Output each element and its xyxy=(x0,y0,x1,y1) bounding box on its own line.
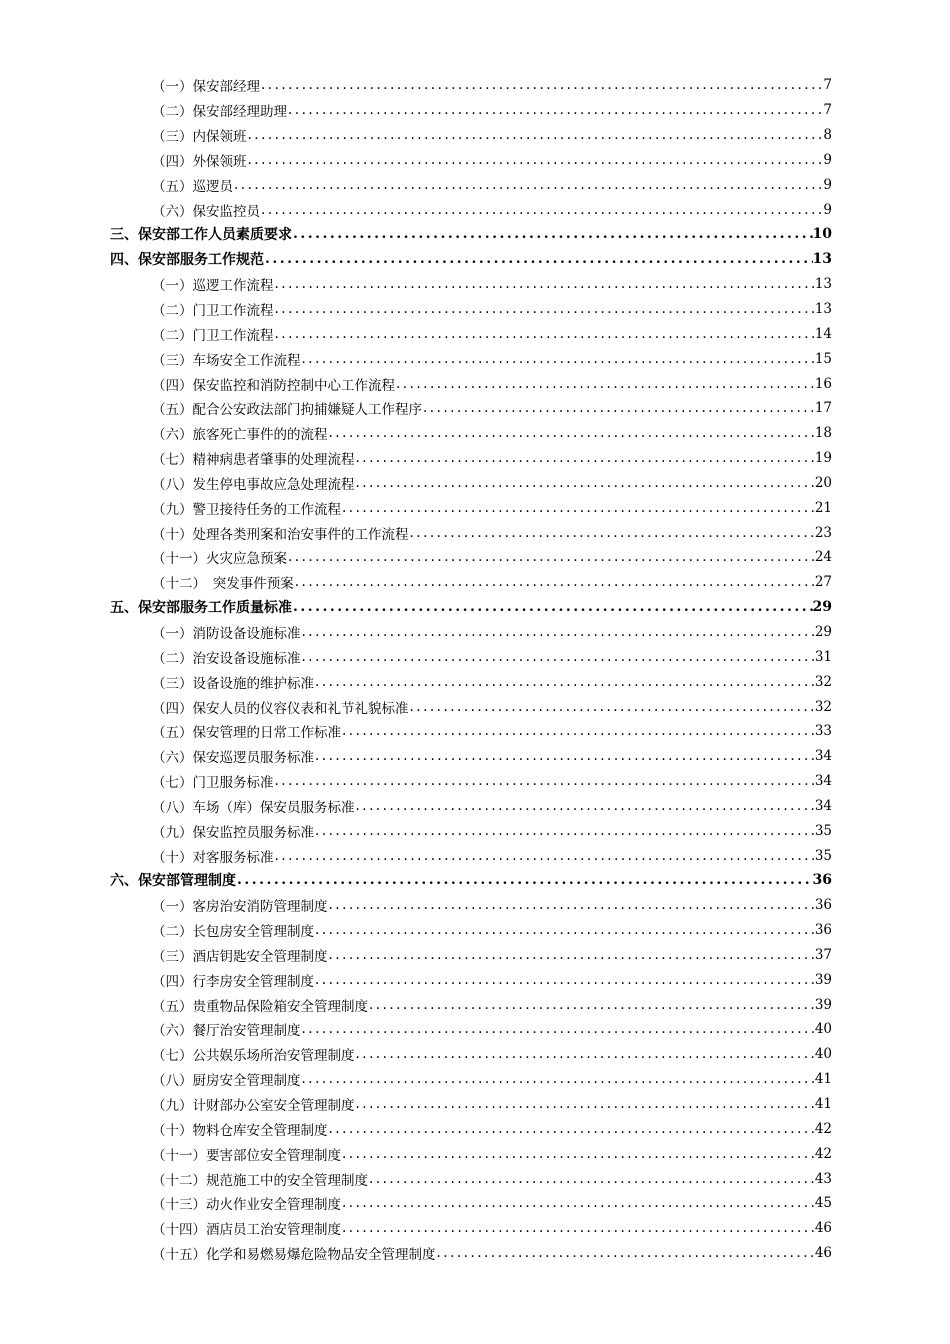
toc-subsection-entry[interactable] xyxy=(110,1166,832,1191)
toc-entry-title: （八）厨房安全管理制度 xyxy=(152,1073,301,1090)
toc-page-number: 16 xyxy=(814,375,832,392)
toc-entry-title: （七）门卫服务标准 xyxy=(152,775,274,792)
dot-leader xyxy=(355,798,815,814)
toc-entry-title: （二）长包房安全管理制度 xyxy=(152,924,314,941)
toc-entry-title: （十二） 突发事件预案 xyxy=(152,576,294,593)
toc-page-number: 17 xyxy=(814,400,832,417)
dot-leader xyxy=(395,376,815,392)
toc-page-number: 36 xyxy=(812,872,832,889)
dot-leader xyxy=(341,1195,815,1211)
toc-subsection-entry[interactable] xyxy=(110,1017,832,1042)
toc-subsection-entry[interactable] xyxy=(110,1241,832,1266)
toc-page-number: 31 xyxy=(814,648,832,665)
toc-entry-title: （四）外保领班 xyxy=(152,153,247,170)
dot-leader xyxy=(328,1121,815,1137)
toc-subsection-entry[interactable] xyxy=(110,495,832,520)
dot-leader xyxy=(355,1046,815,1062)
toc-page-number: 9 xyxy=(823,176,832,193)
toc-subsection-entry[interactable] xyxy=(110,1116,832,1141)
toc-subsection-entry[interactable] xyxy=(110,148,832,173)
toc-subsection-entry[interactable] xyxy=(110,297,832,322)
toc-entry-title: 六、保安部管理制度 xyxy=(110,873,236,890)
dot-leader xyxy=(314,922,815,938)
dot-leader xyxy=(436,1245,815,1261)
toc-page-number: 40 xyxy=(814,1046,832,1063)
dot-leader xyxy=(355,1096,815,1112)
toc-subsection-entry[interactable] xyxy=(110,818,832,843)
toc-entry-title: （八）发生停电事故应急处理流程 xyxy=(152,476,355,493)
toc-page-number: 39 xyxy=(814,996,832,1013)
toc-entry-title: （一）保安部经理 xyxy=(152,79,260,96)
dot-leader xyxy=(301,1021,815,1037)
toc-page-number: 13 xyxy=(814,301,832,318)
dot-leader xyxy=(274,848,815,864)
dot-leader xyxy=(292,226,813,242)
toc-page-number: 9 xyxy=(823,201,832,218)
toc-entry-title: （四）保安监控和消防控制中心工作流程 xyxy=(152,377,395,394)
toc-entry-title: （十一）火灾应急预案 xyxy=(152,551,287,568)
toc-page-number: 27 xyxy=(814,574,832,591)
toc-subsection-entry[interactable] xyxy=(110,98,832,123)
toc-subsection-entry[interactable] xyxy=(110,520,832,545)
toc-subsection-entry[interactable] xyxy=(110,719,832,744)
toc-subsection-entry[interactable] xyxy=(110,396,832,421)
toc-page-number: 42 xyxy=(814,1145,832,1162)
toc-subsection-entry[interactable] xyxy=(110,421,832,446)
dot-leader xyxy=(301,624,815,640)
toc-page-number: 33 xyxy=(814,723,832,740)
toc-subsection-entry[interactable] xyxy=(110,73,832,98)
toc-entry-title: （六）保安巡逻员服务标准 xyxy=(152,750,314,767)
toc-entry-title: 四、保安部服务工作规范 xyxy=(110,252,264,269)
toc-subsection-entry[interactable] xyxy=(110,893,832,918)
toc-section-entry[interactable] xyxy=(110,222,832,247)
dot-leader xyxy=(355,475,815,491)
toc-entry-title: （十）物料仓库安全管理制度 xyxy=(152,1122,328,1139)
toc-subsection-entry[interactable] xyxy=(110,346,832,371)
toc-entry-title: （二）保安部经理助理 xyxy=(152,104,287,121)
dot-leader xyxy=(264,251,813,267)
toc-page-number: 32 xyxy=(814,698,832,715)
toc-subsection-entry[interactable] xyxy=(110,172,832,197)
toc-page-number: 32 xyxy=(814,673,832,690)
toc-entry-title: （一）客房治安消防管理制度 xyxy=(152,899,328,916)
toc-page-number: 46 xyxy=(814,1220,832,1237)
toc-entry-title: （六）旅客死亡事件的的流程 xyxy=(152,427,328,444)
dot-leader xyxy=(247,152,823,168)
toc-page-number: 35 xyxy=(814,847,832,864)
toc-entry-title: （三）酒店钥匙安全管理制度 xyxy=(152,948,328,965)
toc-entry-title: （十四）酒店员工治安管理制度 xyxy=(152,1222,341,1239)
toc-entry-title: （九）保安监控员服务标准 xyxy=(152,824,314,841)
toc-page-number: 41 xyxy=(814,1096,832,1113)
toc-subsection-entry[interactable] xyxy=(110,1191,832,1216)
toc-subsection-entry[interactable] xyxy=(110,943,832,968)
toc-entry-title: （四）行李房安全管理制度 xyxy=(152,973,314,990)
toc-entry-title: （四）保安人员的仪容仪表和礼节礼貌标准 xyxy=(152,700,409,717)
toc-entry-title: （十）对客服务标准 xyxy=(152,849,274,866)
dot-leader xyxy=(328,897,815,913)
toc-entry-title: 五、保安部服务工作质量标准 xyxy=(110,600,292,617)
toc-subsection-entry[interactable] xyxy=(110,446,832,471)
dot-leader xyxy=(328,947,815,963)
dot-leader xyxy=(368,1171,815,1187)
dot-leader xyxy=(314,748,815,764)
toc-section-entry[interactable] xyxy=(110,868,832,893)
toc-entry-title: （三）设备设施的维护标准 xyxy=(152,675,314,692)
toc-subsection-entry[interactable] xyxy=(110,321,832,346)
dot-leader xyxy=(409,699,815,715)
dot-leader xyxy=(287,102,822,118)
toc-subsection-entry[interactable] xyxy=(110,272,832,297)
toc-subsection-entry[interactable] xyxy=(110,992,832,1017)
toc-page-number: 42 xyxy=(814,1120,832,1137)
toc-entry-title: （五）贵重物品保险箱安全管理制度 xyxy=(152,998,368,1015)
toc-entry-title: （七）公共娱乐场所治安管理制度 xyxy=(152,1048,355,1065)
dot-leader xyxy=(314,674,815,690)
toc-page-number: 21 xyxy=(814,499,832,516)
toc-page-number: 9 xyxy=(823,151,832,168)
toc-page-number: 45 xyxy=(814,1195,832,1212)
toc-entry-title: （一）巡逻工作流程 xyxy=(152,278,274,295)
toc-subsection-entry[interactable] xyxy=(110,793,832,818)
dot-leader xyxy=(274,326,815,342)
toc-subsection-entry[interactable] xyxy=(110,1092,832,1117)
toc-entry-title: （三）车场安全工作流程 xyxy=(152,352,301,369)
toc-page-number: 13 xyxy=(812,251,832,268)
toc-page-number: 34 xyxy=(814,748,832,765)
toc-page-number: 35 xyxy=(814,822,832,839)
dot-leader xyxy=(233,177,822,193)
toc-page-number: 23 xyxy=(814,524,832,541)
toc-subsection-entry[interactable] xyxy=(110,570,832,595)
toc-subsection-entry[interactable] xyxy=(110,843,832,868)
dot-leader xyxy=(301,1071,815,1087)
toc-subsection-entry[interactable] xyxy=(110,620,832,645)
toc-page-number: 46 xyxy=(814,1245,832,1262)
toc-page-number: 34 xyxy=(814,797,832,814)
dot-leader xyxy=(328,425,815,441)
toc-subsection-entry[interactable] xyxy=(110,1216,832,1241)
toc-page-number: 13 xyxy=(814,276,832,293)
dot-leader xyxy=(274,301,815,317)
toc-page-number: 14 xyxy=(814,325,832,342)
toc-section-entry[interactable] xyxy=(110,247,832,272)
dot-leader xyxy=(292,599,813,615)
toc-page-number: 40 xyxy=(814,1021,832,1038)
toc-entry-title: （三）内保领班 xyxy=(152,129,247,146)
toc-subsection-entry[interactable] xyxy=(110,1067,832,1092)
toc-entry-title: （十二）规范施工中的安全管理制度 xyxy=(152,1172,368,1189)
toc-entry-title: （十五）化学和易燃易爆危险物品安全管理制度 xyxy=(152,1247,436,1264)
toc-entry-title: （十）处理各类刑案和治安事件的工作流程 xyxy=(152,526,409,543)
toc-page-number: 15 xyxy=(814,350,832,367)
toc-subsection-entry[interactable] xyxy=(110,1141,832,1166)
toc-entry-title: （一）消防设备设施标准 xyxy=(152,625,301,642)
dot-leader xyxy=(341,500,815,516)
toc-page-number: 34 xyxy=(814,773,832,790)
toc-page-number: 10 xyxy=(812,226,832,243)
toc-page-number: 29 xyxy=(812,599,832,616)
toc-entry-title: （九）警卫接待任务的工作流程 xyxy=(152,501,341,518)
toc-entry-title: （八）车场（库）保安员服务标准 xyxy=(152,799,355,816)
dot-leader xyxy=(341,723,815,739)
toc-entry-title: （十一）要害部位安全管理制度 xyxy=(152,1147,341,1164)
dot-leader xyxy=(260,202,822,218)
dot-leader xyxy=(314,972,815,988)
toc-section-entry[interactable] xyxy=(110,595,832,620)
toc-page-number: 24 xyxy=(814,549,832,566)
dot-leader xyxy=(247,127,823,143)
toc-subsection-entry[interactable] xyxy=(110,197,832,222)
table-of-contents xyxy=(110,73,832,1266)
dot-leader xyxy=(274,276,815,292)
toc-entry-title: （七）精神病患者肇事的处理流程 xyxy=(152,452,355,469)
toc-page-number: 19 xyxy=(814,450,832,467)
toc-entry-title: （五）保安管理的日常工作标准 xyxy=(152,725,341,742)
toc-subsection-entry[interactable] xyxy=(110,123,832,148)
dot-leader xyxy=(301,351,815,367)
toc-subsection-entry[interactable] xyxy=(110,1042,832,1067)
toc-page-number: 7 xyxy=(823,102,832,119)
toc-entry-title: （六）保安监控员 xyxy=(152,203,260,220)
dot-leader xyxy=(260,77,822,93)
toc-entry-title: （二）门卫工作流程 xyxy=(152,327,274,344)
toc-entry-title: （五）巡逻员 xyxy=(152,178,233,195)
dot-leader xyxy=(294,574,815,590)
toc-page-number: 36 xyxy=(814,922,832,939)
toc-page-number: 43 xyxy=(814,1170,832,1187)
toc-entry-title: （二）门卫工作流程 xyxy=(152,303,274,320)
toc-subsection-entry[interactable] xyxy=(110,471,832,496)
toc-entry-title: （十三）动火作业安全管理制度 xyxy=(152,1197,341,1214)
toc-subsection-entry[interactable] xyxy=(110,644,832,669)
toc-subsection-entry[interactable] xyxy=(110,694,832,719)
toc-subsection-entry[interactable] xyxy=(110,669,832,694)
toc-entry-title: （九）计财部办公室安全管理制度 xyxy=(152,1098,355,1115)
toc-subsection-entry[interactable] xyxy=(110,545,832,570)
toc-page-number: 36 xyxy=(814,897,832,914)
toc-entry-title: （五）配合公安政法部门拘捕嫌疑人工作程序 xyxy=(152,402,422,419)
toc-page-number: 20 xyxy=(814,474,832,491)
toc-page-number: 37 xyxy=(814,946,832,963)
toc-page-number: 8 xyxy=(823,127,832,144)
toc-page-number: 29 xyxy=(814,623,832,640)
dot-leader xyxy=(355,450,815,466)
dot-leader xyxy=(287,549,815,565)
dot-leader xyxy=(422,400,815,416)
toc-entry-title: （二）治安设备设施标准 xyxy=(152,650,301,667)
toc-subsection-entry[interactable] xyxy=(110,371,832,396)
dot-leader xyxy=(341,1146,815,1162)
dot-leader xyxy=(301,649,815,665)
toc-page-number: 18 xyxy=(814,425,832,442)
toc-subsection-entry[interactable] xyxy=(110,967,832,992)
toc-page-number: 39 xyxy=(814,971,832,988)
dot-leader xyxy=(409,525,815,541)
toc-entry-title: （六）餐厅治安管理制度 xyxy=(152,1023,301,1040)
toc-subsection-entry[interactable] xyxy=(110,918,832,943)
toc-subsection-entry[interactable] xyxy=(110,744,832,769)
dot-leader xyxy=(341,1220,815,1236)
dot-leader xyxy=(236,872,813,888)
toc-page-number: 7 xyxy=(823,77,832,94)
dot-leader xyxy=(314,823,815,839)
toc-entry-title: 三、保安部工作人员素质要求 xyxy=(110,227,292,244)
toc-subsection-entry[interactable] xyxy=(110,769,832,794)
dot-leader xyxy=(274,773,815,789)
toc-page-number: 41 xyxy=(814,1071,832,1088)
dot-leader xyxy=(368,997,815,1013)
